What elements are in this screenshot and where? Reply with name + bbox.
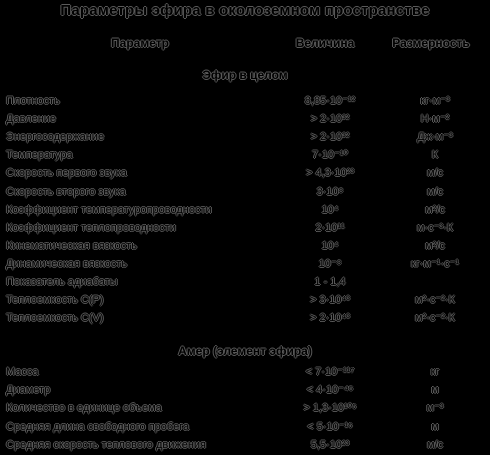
table-row [0,418,490,436]
parameter-unit: м/с [426,438,444,451]
table-row [0,146,490,164]
parameter-name: Показатель адиабаты [6,276,118,288]
section-title-amer: Амер (элемент эфира) [178,344,312,358]
parameter-name: Плотность [6,95,60,107]
parameter-value: > 2·10⁴³ [310,312,350,325]
parameter-name: Кинематическая вязкость [6,239,137,252]
parameter-unit: м/с [426,185,444,198]
parameter-name: Скорость второго звука [6,185,126,198]
page-title: Параметры эфира в околоземном пространстве [60,2,430,19]
parameter-unit: м·с⁻³·К [416,221,454,234]
parameter-value: 1 - 1,4 [314,276,346,288]
parameter-value: 10⁻⁸ [318,257,342,270]
table-row [0,291,490,309]
column-header-value: Величина [295,36,355,50]
table-row [0,92,490,110]
table-row [0,237,490,255]
parameter-name: Динамическая вязкость [6,257,128,270]
parameter-value: < 5·10⁻¹⁵ [307,420,353,433]
parameter-value: 10⁴ [321,239,339,252]
parameter-unit: м/с [426,167,444,180]
parameter-name: Масса [6,366,39,378]
parameter-name: Диаметр [6,384,51,397]
parameter-unit: м [431,420,439,433]
table-row [0,183,490,201]
table-row [0,273,490,291]
parameter-value: > 2·10³² [310,131,350,144]
parameter-value: > 3·10⁴³ [310,294,350,307]
parameter-name: Средняя длина свободного пробега [6,420,190,433]
parameter-name: Температура [6,149,73,162]
parameter-value: 8,85·10⁻¹² [304,95,356,107]
parameter-unit: Н·м⁻² [420,113,450,126]
parameter-name: Скорость первого звука [6,167,127,180]
parameter-value: 10⁴ [321,203,339,216]
table-row [0,255,490,273]
parameter-name: Количество в единице объема [6,402,162,415]
parameter-unit: кг·м⁻¹·с⁻¹ [410,257,460,270]
parameter-name: Теплоемкость C(V) [6,312,104,325]
parameter-value: < 4·10⁻⁴⁵ [306,384,354,397]
parameter-value: 5,5·10²³ [310,438,350,451]
parameter-unit: Дж·м⁻³ [417,131,453,144]
column-header-parameter: Параметр [111,36,169,50]
parameter-name: Коэффициент температуропроводности [6,203,212,216]
parameter-unit: К [431,149,439,162]
parameter-name: Энергосодержание [6,131,105,144]
parameter-unit: кг [430,366,440,378]
parameter-value: > 2·10³² [310,113,350,126]
parameter-unit: м²/с [425,203,445,216]
table-row [0,436,490,454]
table-row [0,201,490,219]
parameter-unit: м⁻³ [426,402,444,415]
parameter-unit: м²/с [425,239,445,252]
table-row [0,381,490,399]
parameter-name: Давление [6,113,57,126]
section-title-ether: Эфир в целом [202,68,288,82]
parameter-value: < 7·10⁻¹¹⁷ [305,366,355,378]
parameter-name: Коэффициент теплопроводности [6,221,176,234]
column-header-unit: Размерность [392,36,470,50]
parameter-name: Средняя скорость теплового движения [6,438,207,451]
table-row [0,219,490,237]
parameter-value: > 1,3·10¹⁰⁵ [303,402,357,415]
table-row [0,309,490,327]
table-row [0,399,490,417]
parameter-value: > 4,3·10²³ [306,167,354,180]
parameter-name: Теплоемкость C(P) [6,294,104,307]
table-row [0,164,490,182]
parameter-unit: м²·с⁻²·К [415,312,455,325]
table-row [0,110,490,128]
parameter-unit: м²·с⁻²·К [415,294,455,307]
parameter-unit: м [431,384,439,397]
parameter-value: 7·10⁻¹⁰ [312,149,348,162]
table-row [0,128,490,146]
parameter-unit: кг·м⁻³ [420,95,450,107]
parameter-value: 2·10¹¹ [315,221,345,234]
parameter-value: 3·10⁸ [316,185,344,198]
table-row [0,363,490,381]
